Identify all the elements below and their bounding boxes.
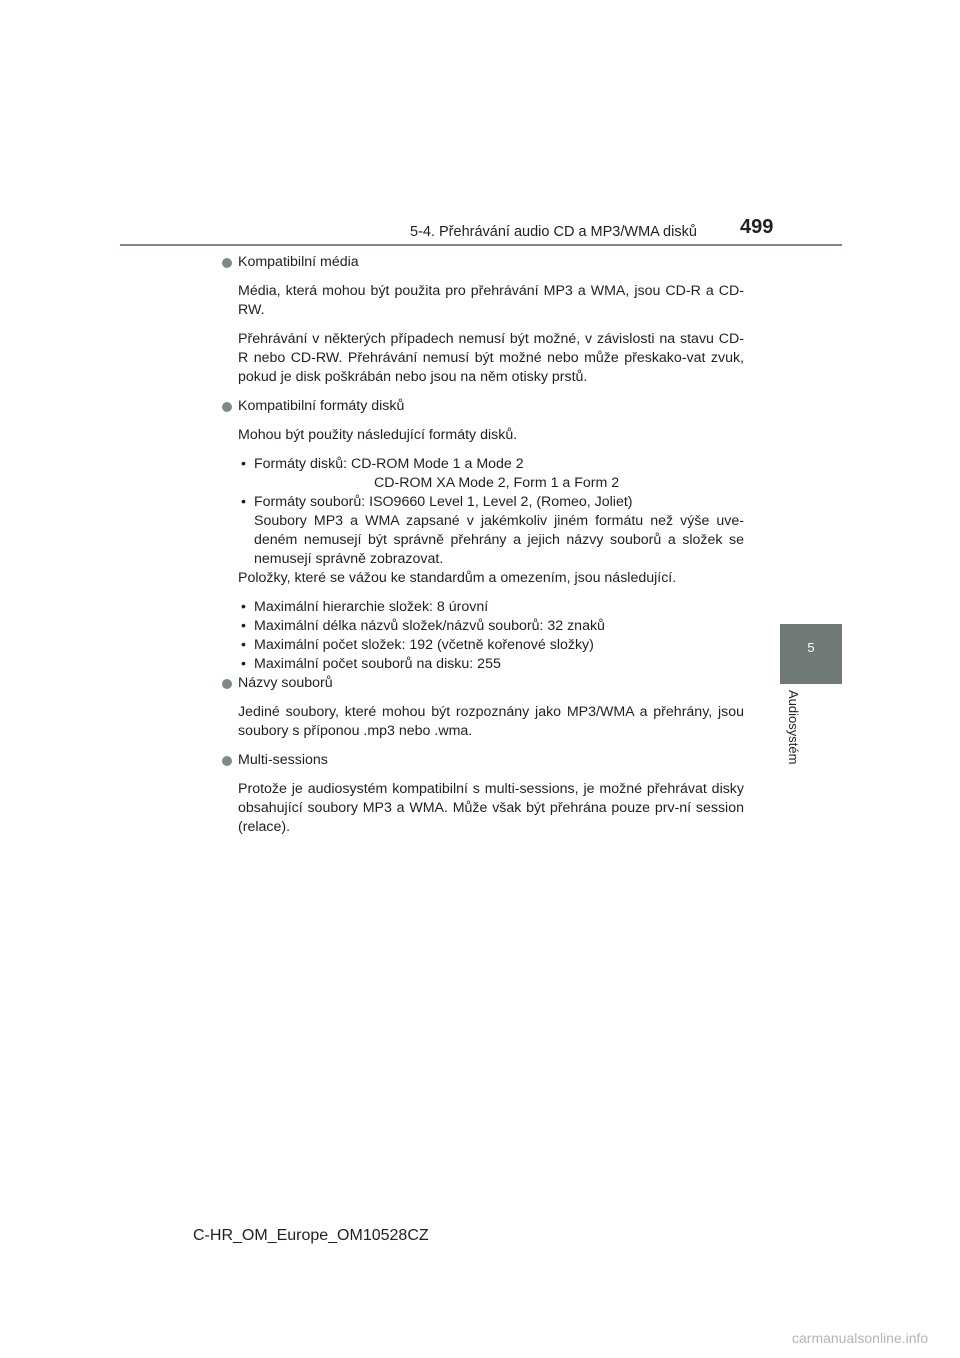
header-rule bbox=[120, 244, 842, 246]
list-item-text: Maximální počet souborů na disku: 255 bbox=[254, 656, 501, 672]
list-item bbox=[238, 636, 744, 655]
header-title: 5-4. Přehrávání audio CD a MP3/WMA disků bbox=[410, 224, 697, 240]
bullet-heading bbox=[222, 751, 744, 770]
section-media bbox=[222, 253, 744, 387]
list-bullet-icon: • bbox=[241, 599, 246, 615]
list-item-text: Maximální hierarchie složek: 8 úrovní bbox=[254, 599, 489, 615]
paragraph: Protože je audiosystém kompatibilní s multi-sessions, je možné přehrávat disky obsahující soubory MP3 a WMA. Může však být přehrána pouze prv-ní session (relace). bbox=[238, 781, 744, 835]
list-item bbox=[238, 655, 744, 674]
bullet-dot-icon bbox=[222, 402, 232, 412]
paragraph: Mohou být použity následující formáty disků. bbox=[238, 427, 518, 443]
list-item-text: Maximální délka názvů složek/názvů souborů: 32 znaků bbox=[254, 618, 605, 634]
page-content bbox=[222, 253, 744, 837]
chapter-side-label bbox=[786, 690, 802, 780]
paragraph: Jediné soubory, které mohou být rozpoznány jako MP3/WMA a přehrány, jsou soubory s příponou .mp3 nebo .wma. bbox=[238, 704, 744, 739]
section-heading: Kompatibilní média bbox=[238, 254, 359, 270]
page-number: 499 bbox=[740, 216, 774, 238]
section-heading: Multi-sessions bbox=[238, 752, 328, 768]
chapter-side-label-text: Audiosystém bbox=[786, 690, 801, 765]
section-filenames bbox=[222, 674, 744, 741]
bullet-dot-icon bbox=[222, 756, 232, 766]
bullet-dot-icon bbox=[222, 258, 232, 268]
section-formats bbox=[222, 397, 744, 674]
list-bullet-icon: • bbox=[241, 656, 246, 672]
list-bullet-icon: • bbox=[241, 637, 246, 653]
section-heading: Kompatibilní formáty disků bbox=[238, 398, 405, 414]
list-bullet-icon: • bbox=[241, 456, 246, 472]
bullet-dot-icon bbox=[222, 679, 232, 689]
list-item bbox=[238, 493, 744, 569]
list-item-subline: CD-ROM XA Mode 2, Form 1 a Form 2 bbox=[374, 475, 620, 491]
list-item-note: Soubory MP3 a WMA zapsané v jakémkoliv jiném formátu než výše uve-deném nemusejí být správně přehrány a jejich názvy souborů a složek se nemusejí správně zobrazovat. bbox=[254, 513, 744, 567]
list-item bbox=[238, 455, 744, 493]
section-heading: Názvy souborů bbox=[238, 675, 333, 691]
limits-list bbox=[238, 598, 744, 674]
bullet-heading bbox=[222, 253, 744, 272]
bullet-heading bbox=[222, 674, 744, 693]
list-item-text: Maximální počet složek: 192 (včetně kořenové složky) bbox=[254, 637, 594, 653]
paragraph: Média, která mohou být použita pro přehrávání MP3 a WMA, jsou CD-R a CD-RW. bbox=[238, 283, 744, 318]
paragraph: Přehrávání v některých případech nemusí být možné, v závislosti na stavu CD-R nebo CD-RW. Přehrávání nemusí být možné nebo může přeskako-vat zvuk, pokud je disk poškrábán nebo jsou na něm otisky prstů. bbox=[238, 331, 744, 385]
chapter-tab bbox=[780, 624, 842, 684]
section-multisession bbox=[222, 751, 744, 837]
format-list bbox=[238, 455, 744, 569]
list-item bbox=[238, 598, 744, 617]
list-item bbox=[238, 617, 744, 636]
chapter-tab-number: 5 bbox=[807, 640, 815, 655]
list-item-text: Formáty disků: CD-ROM Mode 1 a Mode 2 bbox=[254, 456, 524, 472]
footer-code: C-HR_OM_Europe_OM10528CZ bbox=[193, 1227, 429, 1244]
paragraph: Položky, které se vážou ke standardům a omezením, jsou následující. bbox=[238, 570, 677, 586]
watermark: carmanualsonline.info bbox=[792, 1330, 929, 1346]
bullet-heading bbox=[222, 397, 744, 416]
list-item-text: Formáty souborů: ISO9660 Level 1, Level 2, (Romeo, Joliet) bbox=[254, 494, 633, 510]
list-bullet-icon: • bbox=[241, 494, 246, 510]
list-bullet-icon: • bbox=[241, 618, 246, 634]
